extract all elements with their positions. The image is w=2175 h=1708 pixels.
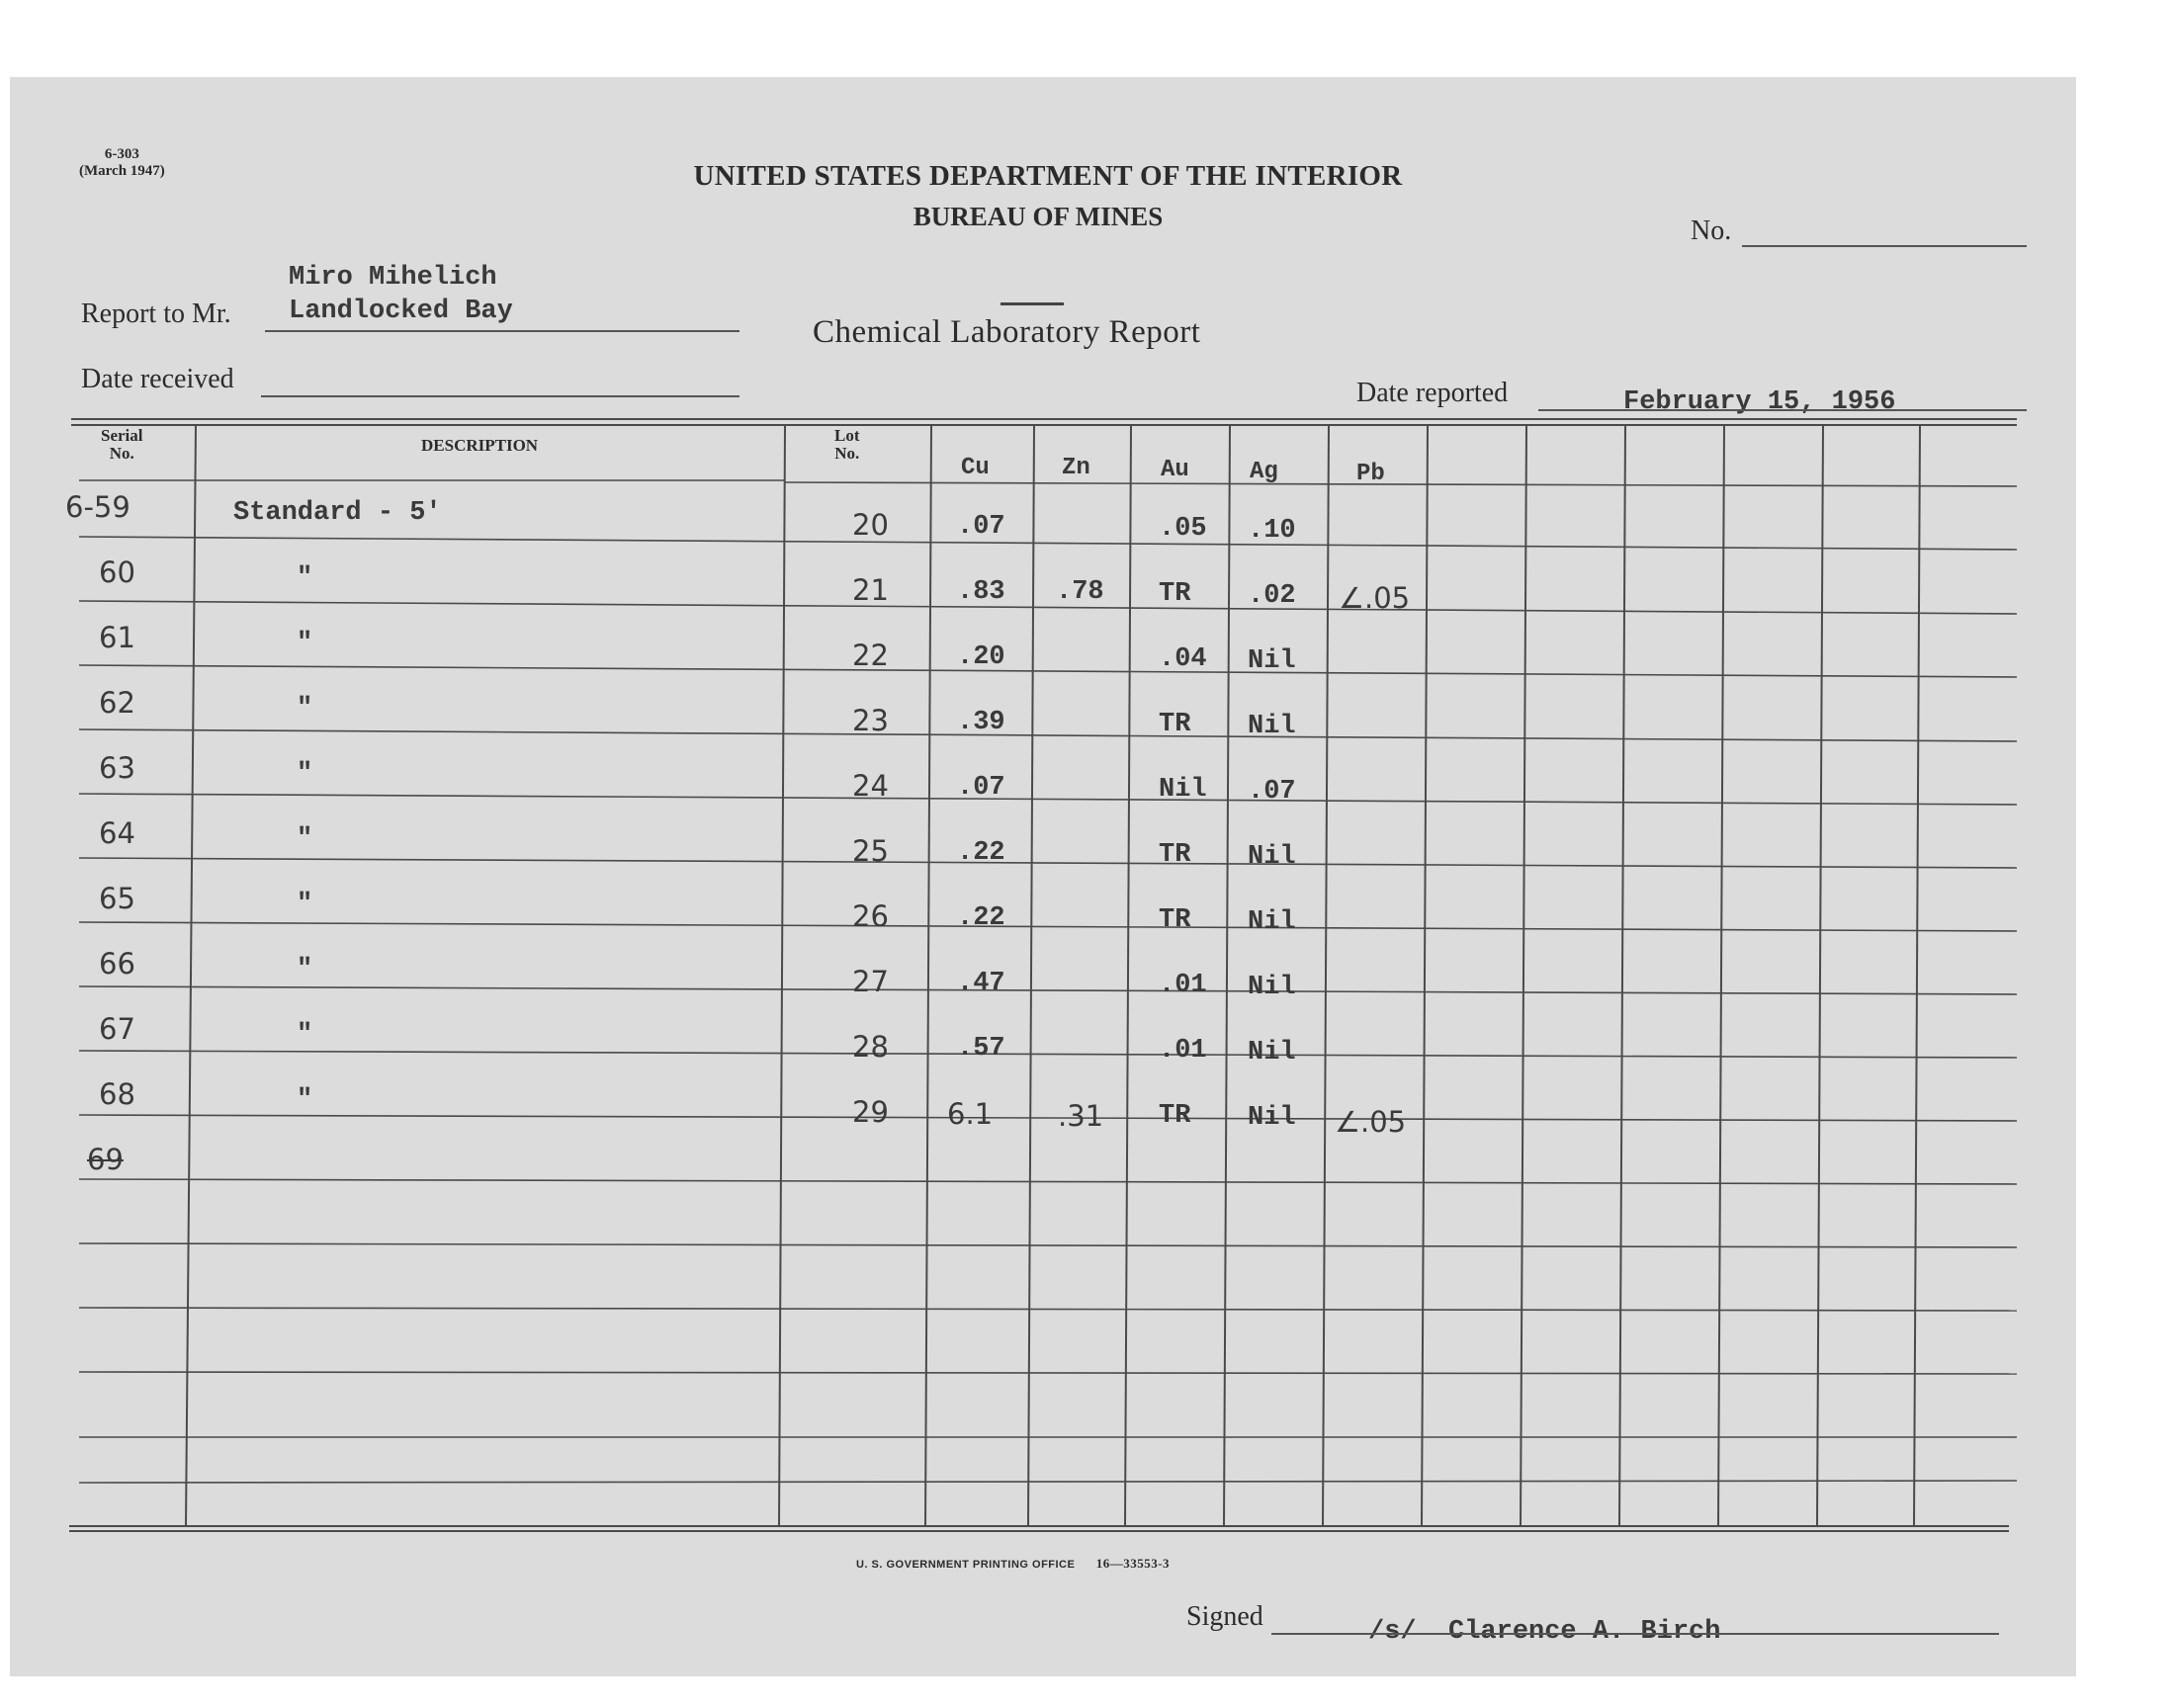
serial-cell: 67 bbox=[99, 1012, 135, 1046]
description-cell: " bbox=[297, 1085, 313, 1115]
cu-cell: .07 bbox=[957, 773, 1005, 803]
lot-cell: 26 bbox=[852, 899, 889, 933]
ag-cell: Nil bbox=[1248, 907, 1296, 937]
report-title: Chemical Laboratory Report bbox=[813, 314, 1201, 350]
description-cell: " bbox=[297, 563, 313, 593]
ag-cell: .02 bbox=[1248, 581, 1296, 611]
date-reported-label: Date reported bbox=[1356, 378, 1509, 408]
bureau-heading: BUREAU OF MINES bbox=[913, 202, 1164, 231]
serial-cell: 63 bbox=[99, 751, 135, 785]
ag-cell: Nil bbox=[1248, 646, 1296, 676]
serial-cell: 66 bbox=[99, 947, 135, 981]
printer-imprint bbox=[856, 1556, 1170, 1572]
au-cell: .05 bbox=[1159, 514, 1207, 544]
ag-cell: Nil bbox=[1248, 1103, 1296, 1133]
au-cell: TR bbox=[1159, 1101, 1191, 1131]
au-cell: TR bbox=[1159, 579, 1191, 609]
description-cell: " bbox=[297, 629, 313, 658]
au-cell: TR bbox=[1159, 905, 1191, 935]
signed-label: Signed bbox=[1186, 1601, 1263, 1632]
zn-cell: .31 bbox=[1058, 1099, 1104, 1133]
cu-cell: .22 bbox=[957, 838, 1005, 868]
ag-cell: Nil bbox=[1248, 842, 1296, 872]
serial-no-header bbox=[101, 427, 143, 463]
description-cell: " bbox=[297, 694, 313, 724]
au-cell: TR bbox=[1159, 840, 1191, 870]
zn-cell: .78 bbox=[1056, 577, 1104, 607]
serial-header-line1: Serial bbox=[101, 426, 143, 445]
lot-no-header bbox=[834, 427, 860, 463]
ag-cell: Nil bbox=[1248, 712, 1296, 741]
description-cell: " bbox=[297, 824, 313, 854]
pb-cell: ∠.05 bbox=[1339, 581, 1411, 615]
serial-header-line2: No. bbox=[109, 444, 134, 463]
form-number: 6-303 bbox=[104, 146, 139, 162]
cu-cell: .20 bbox=[957, 642, 1005, 672]
au-cell: Nil bbox=[1159, 775, 1207, 805]
lot-cell: 27 bbox=[852, 965, 889, 998]
description-cell: " bbox=[297, 1020, 313, 1050]
lot-cell: 28 bbox=[852, 1030, 889, 1064]
report-to-place: Landlocked Bay bbox=[289, 297, 513, 326]
form-edition: (March 1947) bbox=[79, 163, 165, 179]
au-cell: .01 bbox=[1159, 971, 1207, 1000]
ag-cell: .10 bbox=[1248, 516, 1296, 546]
cu-cell: .07 bbox=[957, 512, 1005, 542]
printer-code: 16—33553-3 bbox=[1095, 1556, 1171, 1571]
serial-cell: 65 bbox=[99, 882, 135, 915]
serial-cell: 60 bbox=[99, 555, 135, 589]
lot-cell: 21 bbox=[852, 573, 889, 607]
au-cell: .04 bbox=[1159, 644, 1207, 674]
pb-header: Pb bbox=[1356, 461, 1385, 487]
description-cell: Standard - 5' bbox=[233, 498, 442, 528]
cu-header: Cu bbox=[961, 455, 990, 481]
lot-header-line1: Lot bbox=[834, 426, 860, 445]
serial-cell: 64 bbox=[99, 816, 135, 850]
lot-cell: 25 bbox=[852, 834, 889, 868]
lot-cell: 24 bbox=[852, 769, 889, 803]
lot-cell: 22 bbox=[852, 639, 889, 672]
lot-header-line2: No. bbox=[834, 444, 860, 463]
report-to-name: Miro Mihelich bbox=[289, 263, 497, 293]
description-cell: " bbox=[297, 955, 313, 984]
serial-cell: 68 bbox=[99, 1077, 135, 1111]
ag-cell: .07 bbox=[1248, 777, 1296, 807]
au-cell: TR bbox=[1159, 710, 1191, 739]
report-to-label: Report to Mr. bbox=[81, 299, 231, 329]
ag-cell: Nil bbox=[1248, 1038, 1296, 1068]
cu-cell: .39 bbox=[957, 708, 1005, 737]
serial-cell: 6-59 bbox=[65, 490, 130, 524]
cu-cell: 6.1 bbox=[947, 1097, 994, 1131]
department-heading: UNITED STATES DEPARTMENT OF THE INTERIOR bbox=[693, 160, 1403, 192]
signed-value: /s/ Clarence A. Birch bbox=[1368, 1617, 1721, 1647]
au-cell: .01 bbox=[1159, 1036, 1207, 1066]
ag-header: Ag bbox=[1250, 459, 1278, 485]
lot-cell: 20 bbox=[852, 508, 889, 542]
printer-name: U. S. GOVERNMENT PRINTING OFFICE bbox=[856, 1559, 1076, 1571]
report-table-grid bbox=[10, 77, 2076, 1676]
serial-cell: 62 bbox=[99, 686, 135, 720]
date-received-label: Date received bbox=[81, 364, 234, 394]
signature-field bbox=[1271, 1633, 1999, 1635]
cu-cell: .57 bbox=[957, 1034, 1005, 1064]
ag-cell: Nil bbox=[1248, 973, 1296, 1002]
description-cell: " bbox=[297, 890, 313, 919]
struck-serial: 69 bbox=[87, 1143, 124, 1176]
serial-cell: 61 bbox=[99, 621, 135, 654]
pb-cell: ∠.05 bbox=[1335, 1105, 1407, 1139]
cu-cell: .83 bbox=[957, 577, 1005, 607]
lot-cell: 23 bbox=[852, 704, 889, 737]
number-label: No. bbox=[1691, 215, 1732, 246]
report-sheet bbox=[10, 77, 2076, 1676]
cu-cell: .47 bbox=[957, 969, 1005, 998]
date-reported-value: February 15, 1956 bbox=[1623, 387, 1896, 417]
au-header: Au bbox=[1161, 457, 1189, 483]
description-cell: " bbox=[297, 759, 313, 789]
cu-cell: .22 bbox=[957, 903, 1005, 933]
lot-cell: 29 bbox=[852, 1095, 889, 1129]
description-header: DESCRIPTION bbox=[421, 436, 539, 455]
zn-header: Zn bbox=[1062, 455, 1090, 481]
